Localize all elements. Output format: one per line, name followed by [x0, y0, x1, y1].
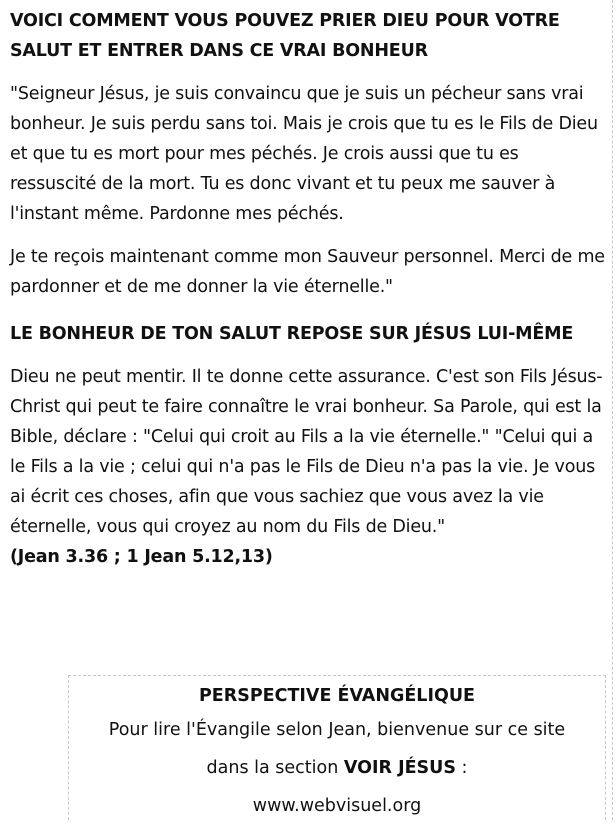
box-title: PERSPECTIVE ÉVANGÉLIQUE [198, 686, 476, 706]
document-body [10, 0, 610, 572]
assurance-paragraph: Dieu ne peut mentir. Il te donne cette assurance. C'est son Fils Jésus-Christ qui peut te faire connaître le vrai bonheur. Sa Parole, qui est la Bible, déclare : "Celui qui croit au Fils a la vie éternelle." "Celui qui a le Fils a la vie ; celui qui n'a pas le Fils de Dieu n'a pas la vie. Je vous ai écrit ces choses, afin que vous sachiez que vous avez la vie éternelle, vous qui croyez au nom du Fils de Dieu." [10, 367, 603, 537]
prayer-paragraph-2: Je te reçois maintenant comme mon Sauveur personnel. Merci de me pardonner et de me donner la vie éternelle." [10, 247, 605, 297]
page-right-border [612, 0, 613, 820]
heading-salvation-assurance: LE BONHEUR DE TON SALUT REPOSE SUR JÉSUS LUI-MÊME [10, 324, 574, 344]
voir-jesus-section: VOIR JÉSUS [343, 758, 456, 778]
box-line-2-prefix: dans la section [206, 758, 344, 778]
box-line-2-suffix: : [455, 758, 468, 778]
heading-prayer-intro: VOICI COMMENT VOUS POUVEZ PRIER DIEU POUR VOTRE SALUT ET ENTRER DANS CE VRAI BONHEUR [10, 11, 560, 61]
bible-reference: (Jean 3.36 ; 1 Jean 5.12,13) [10, 547, 273, 567]
box-line-2 [69, 749, 605, 787]
perspective-box [68, 675, 606, 820]
prayer-paragraph-1: "Seigneur Jésus, je suis convaincu que je suis un pécheur sans vrai bonheur. Je suis perdu sans toi. Mais je crois que tu es le Fils de Dieu et que tu es mort pour mes péchés. Je crois aussi que tu es ressuscité de la mort. Tu es donc vivant et tu peux me sauver à l'instant même. Pardonne mes péchés. [10, 84, 598, 224]
box-line-1: Pour lire l'Évangile selon Jean, bienvenue sur ce site [108, 720, 566, 740]
website-url: www.webvisuel.org [252, 796, 422, 816]
